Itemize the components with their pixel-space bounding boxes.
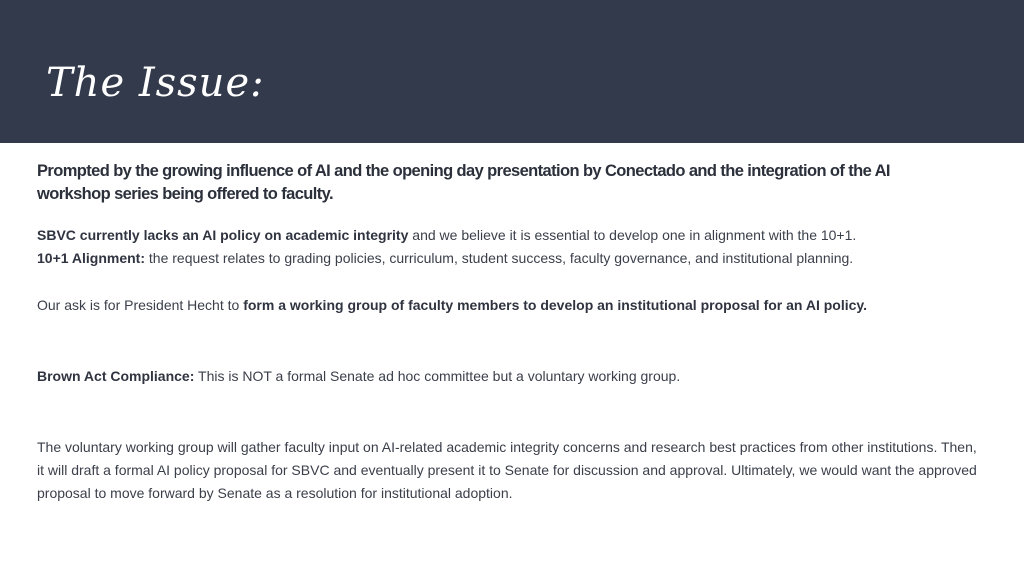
intro-paragraph: Prompted by the growing influence of AI and the opening day presentation by Conectado and the integration of the AI workshop series being offered to faculty. [37, 162, 890, 203]
alignment-statement [37, 247, 853, 270]
alignment-text: the request relates to grading policies, curriculum, student success, faculty governance, and institutional planning. [145, 250, 854, 266]
alignment-label: 10+1 Alignment: [37, 250, 146, 266]
ask-lead: Our ask is for President Hecht to [37, 297, 244, 313]
policy-statement-bold: SBVC currently lacks an AI policy on academic integrity [37, 227, 409, 243]
ask-statement [37, 294, 867, 317]
brown-act-statement [37, 365, 680, 388]
working-group-paragraph: The voluntary working group will gather faculty input on AI-related academic integrity concerns and research best practices from other institutions. Then, it will draft a formal AI policy proposal for SBVC and eventually present it to Senate for discussion and approval. Ultimately, we would want the approved proposal to move forward by Senate as a resolution for institutional adoption. [37, 439, 977, 501]
ask-bold: form a working group of faculty members to develop an institutional proposal for an AI policy. [243, 297, 868, 313]
brown-act-label: Brown Act Compliance: [37, 368, 195, 384]
brown-act-text: This is NOT a formal Senate ad hoc committee but a voluntary working group. [194, 368, 681, 384]
policy-statement [37, 224, 856, 247]
title-banner [0, 0, 1024, 143]
policy-statement-text: and we believe it is essential to develop one in alignment with the 10+1. [408, 227, 857, 243]
page-title: The Issue: [46, 60, 265, 106]
